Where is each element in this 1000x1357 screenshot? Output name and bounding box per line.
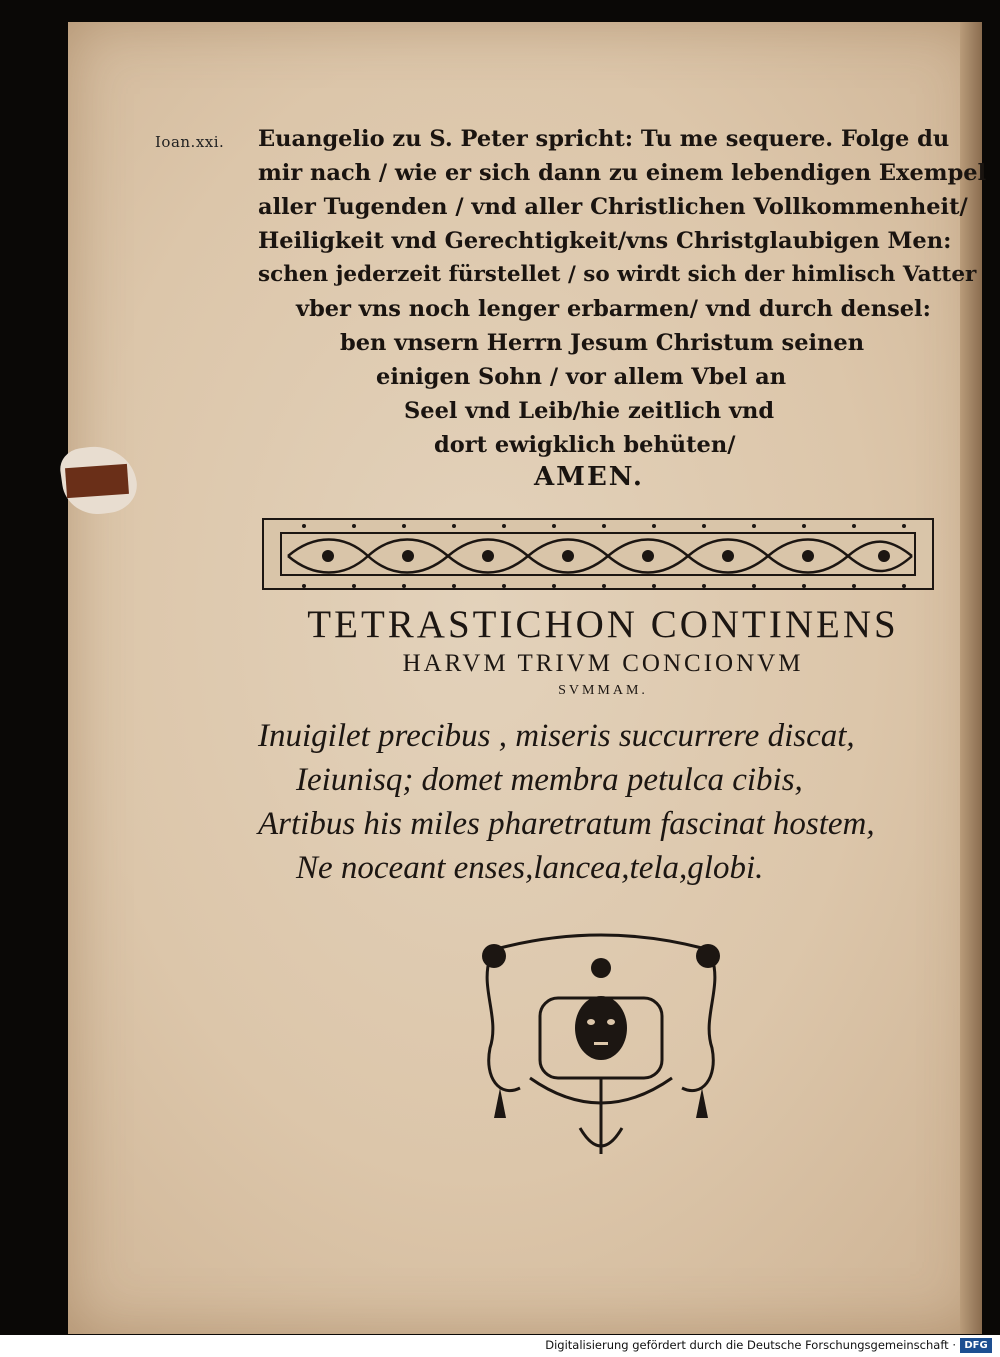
dfg-logo: DFG <box>960 1338 992 1353</box>
heading-line-3: SVMMAM. <box>558 683 648 698</box>
funding-credit: Digitalisierung gefördert durch die Deutsche Forschungsgemeinschaft · <box>545 1338 956 1352</box>
verse-line: Ne noceant enses,lancea,tela,globi. <box>296 850 764 886</box>
ornamental-headpiece <box>262 518 934 590</box>
page-tab-strip <box>65 464 129 498</box>
body-line: schen jederzeit fürstellet / so wirdt sich der himlisch Vatter <box>258 262 977 287</box>
body-line: einigen Sohn / vor allem Vbel an <box>376 364 787 390</box>
heading-line-1: TETRASTICHON CONTINENS <box>307 603 899 646</box>
amen: AMEN. <box>534 462 644 492</box>
verse-line: Inuigilet precibus , miseris succurrere discat, <box>258 718 855 754</box>
body-line: aller Tugenden / vnd aller Christlichen Vollkommenheit/ <box>258 194 968 220</box>
body-line: Euangelio zu S. Peter spricht: Tu me sequere. Folge du <box>258 126 950 152</box>
heading-line-2: HARVM TRIVM CONCIONVM <box>402 650 804 677</box>
footer-bar <box>0 1335 1000 1357</box>
body-line: Heiligkeit vnd Gerechtigkeit/vns Christglaubigen Men: <box>258 228 952 254</box>
marginal-note: Ioan.xxi. <box>155 133 225 151</box>
decorative-vignette <box>470 928 732 1164</box>
body-line: mir nach / wie er sich dann zu einem lebendigen Exempel <box>258 160 987 186</box>
body-line: ben vnsern Herrn Jesum Christum seinen <box>340 330 865 356</box>
body-line: dort ewigklich behüten/ <box>434 432 736 458</box>
verse-line: Ieiunisq; domet membra petulca cibis, <box>296 762 803 798</box>
body-line: vber vns noch lenger erbarmen/ vnd durch densel: <box>296 296 931 322</box>
verse-line: Artibus his miles pharetratum fascinat hostem, <box>258 806 875 842</box>
scroll-ornament <box>264 520 936 592</box>
body-line: Seel vnd Leib/hie zeitlich vnd <box>404 398 775 424</box>
